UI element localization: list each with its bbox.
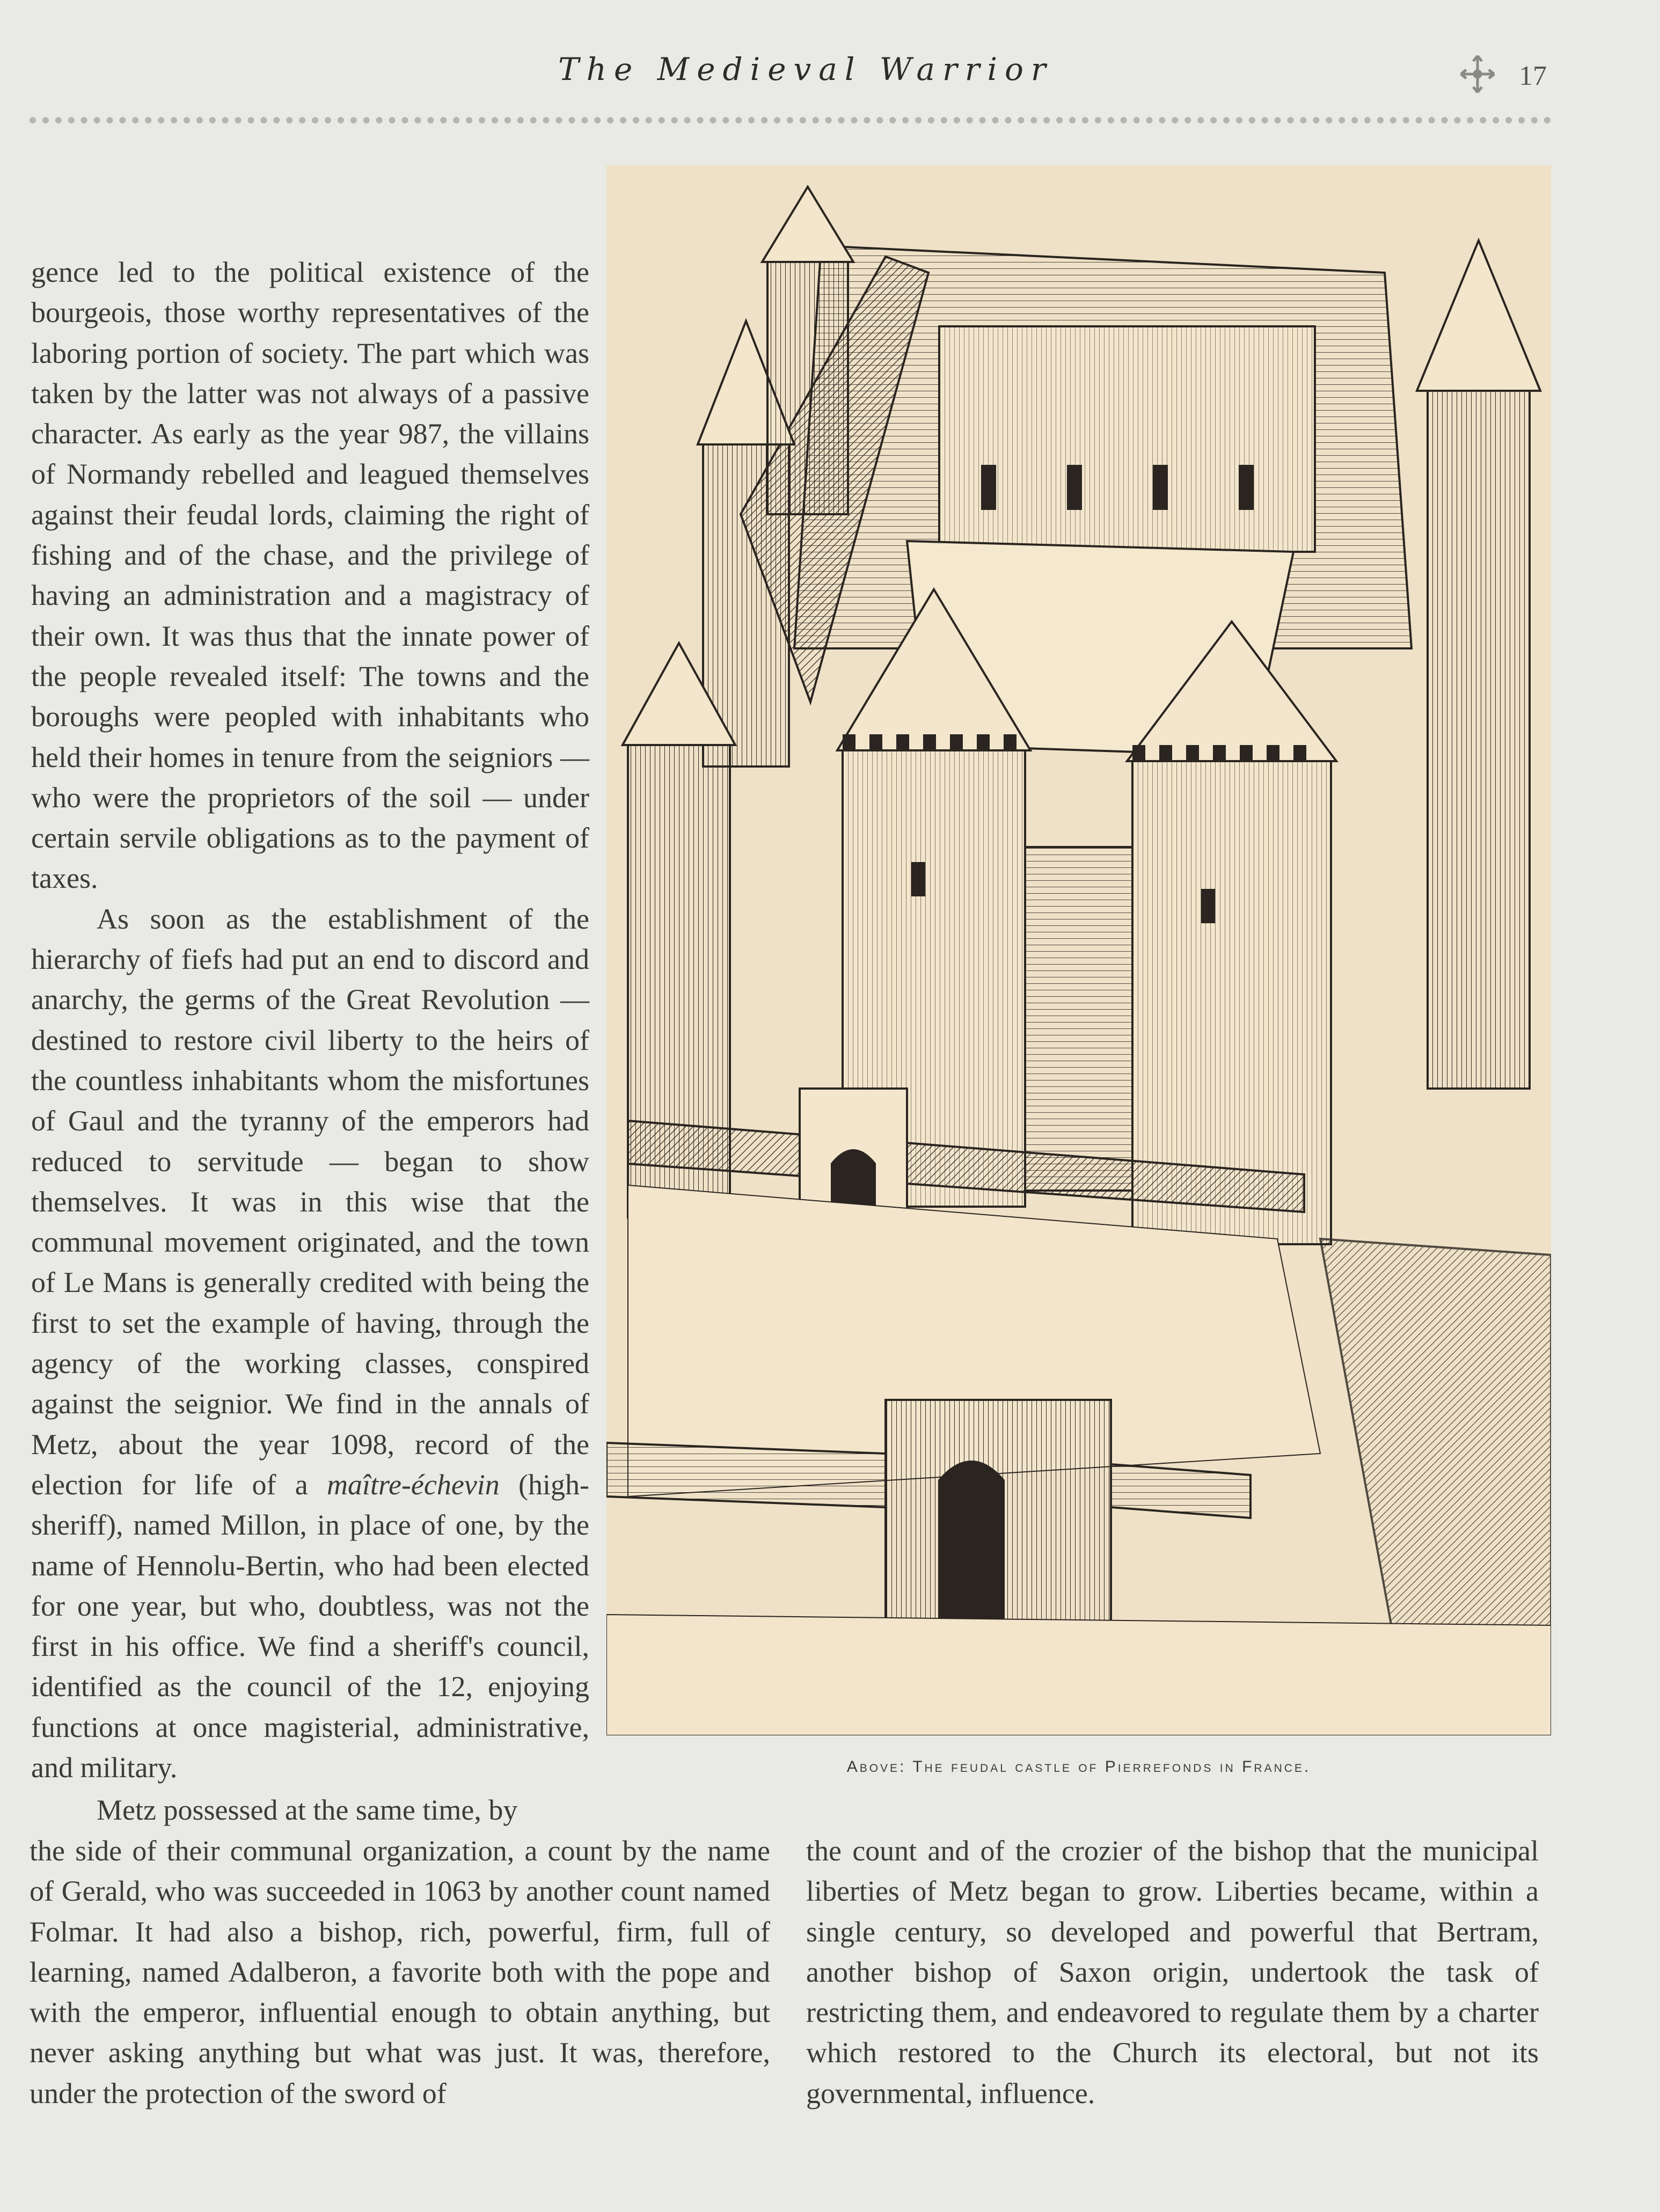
body-paragraph: the count and of the crozier of the bishop that the municipal liberties of Metz began to grow. Liberties became, within a single century, so developed and powerful that Bertram, another bishop of Saxon origin, undertook the task of restricting them, and endeavored to regulate them by a charter which restored to the Church its electoral, but not its governmental, influence. [806, 1835, 1539, 2109]
bottom-right-text-column [806, 1831, 1539, 2114]
body-paragraph: the side of their communal organization, a count by the name of Gerald, who was succeeded in 1063 by another count named Folmar. It had also a bishop, rich, powerful, firm, full of learning, named Adalberon, a favorite both with the pope and with the emperor, influential enough to obtain anything, but never asking anything but what was just. It was, therefore, under the protection of the sword of [30, 1835, 770, 2109]
page-number: 17 [1519, 61, 1547, 91]
bottom-left-text-column [30, 1831, 770, 2114]
castle-illustration [606, 165, 1551, 1735]
body-paragraph: gence led to the political existence of the bourgeois, those worthy representatives of the laboring portion of society. The part which was taken by the latter was not always of a passive character. As early as the year 987, the villains of Normandy rebelled and leagued themselves against their feudal lords, claiming the right of fishing and of the chase, and the privilege of having an administration and a magistracy of their own. It was thus that the innate power of the people revealed itself: The towns and the boroughs were peopled with inhabitants who held their homes in tenure from the seigniors — who were the proprietors of the soil — under certain servile obligations as to the payment of taxes. [31, 256, 589, 895]
figure-caption: Above: The feudal castle of Pierrefonds in France. [846, 1758, 1311, 1776]
paragraph-text: (high-sheriff), named Millon, in place of one, by the name of Hennolu-Bertin, who had been elected for one year, but who, doubtless, was not the first in his office. We find a sheriff's council, identified as the council of the 12, enjoying functions at once magisterial, administrative, and military. [31, 1468, 589, 1784]
italic-term: maître-échevin [326, 1468, 500, 1501]
paragraph-text: As soon as the establishment of the hierarchy of fiefs had put an end to discord and anarchy, the germs of the Great Revolution — destined to restore civil liberty to the heirs of the countless inhabitants whom the misfortunes of Gaul and the tyranny of the emperors had reduced to servitude — began to show themselves. It was in this wise that the communal movement originated, and the town of Le Mans is generally credited with being the first to set the example of having, through the agency of the working classes, conspired against the seignior. We find in the annals of Metz, about the year 1098, record of the election for life of a [31, 902, 589, 1501]
body-paragraph [31, 899, 589, 1788]
cross-ornament-icon [1459, 54, 1496, 94]
paragraph-start [31, 1790, 589, 1830]
castle-engraving [606, 165, 1551, 1735]
body-paragraph: Metz possessed at the same time, by [97, 1794, 518, 1826]
running-header-title: The Medieval Warrior [558, 51, 1054, 87]
left-text-column [31, 252, 589, 1788]
header-divider [30, 117, 1551, 123]
